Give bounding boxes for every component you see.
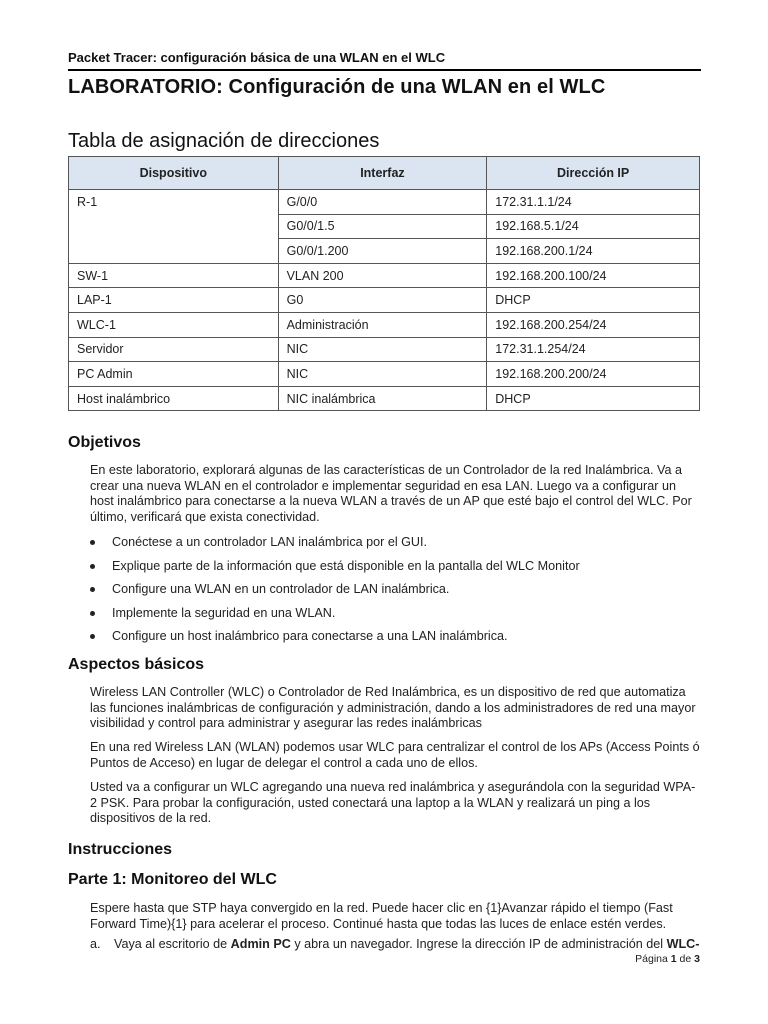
list-item: Explique parte de la información que está disponible en la pantalla del WLC Monitor [90, 558, 702, 582]
cell-device [69, 239, 279, 264]
cell-device: Host inalámbrico [69, 386, 279, 411]
cell-ip: DHCP [487, 386, 700, 411]
table-row [69, 337, 700, 362]
background-heading: Aspectos básicos [68, 656, 205, 673]
list-item: Conéctese a un controlador LAN inalámbrica por el GUI. [90, 534, 702, 558]
cell-interface: G0/0/1.200 [278, 239, 487, 264]
background-paragraph-2: En una red Wireless LAN (WLAN) podemos usar WLC para centralizar el control de los APs (Access Points ó Puntos de Acceso) en lugar de delegar el control a cada uno de ellos. [90, 740, 700, 770]
table-header-row [69, 157, 700, 190]
cell-interface: Administración [278, 312, 487, 337]
column-header-ip: Dirección IP [487, 157, 700, 190]
cell-device: R-1 [69, 190, 279, 215]
column-header-interface: Interfaz [278, 157, 487, 190]
bullet-icon [90, 564, 95, 569]
step-letter: a. [90, 937, 101, 951]
cell-ip: 192.168.200.1/24 [487, 239, 700, 264]
background-paragraph-1: Wireless LAN Controller (WLC) o Controlador de Red Inalámbrica, es un dispositivo de red que automatiza las funciones inalámbricas de configuración y administración, dando a los administradores de red una mayor visibilidad y control para administrar y asegurar las redes inalámbricas [90, 685, 696, 730]
instructions-heading: Instrucciones [68, 841, 173, 858]
list-item: Implemente la seguridad en una WLAN. [90, 605, 702, 629]
table-row [69, 312, 700, 337]
cell-device: Servidor [69, 337, 279, 362]
cell-ip: 192.168.5.1/24 [487, 214, 700, 239]
objectives-heading: Objetivos [68, 434, 141, 451]
bullet-icon [90, 587, 95, 592]
cell-device [69, 214, 279, 239]
cell-interface: NIC [278, 362, 487, 387]
list-item: Configure un host inalámbrico para conectarse a una LAN inalámbrica. [90, 628, 702, 652]
table-row [69, 214, 700, 239]
cell-device: WLC-1 [69, 312, 279, 337]
part1-heading: Parte 1: Monitoreo del WLC [68, 871, 277, 888]
step-a: a. Vaya al escritorio de Admin PC y abra un navegador. Ingrese la dirección IP de administración del WLC- [90, 937, 700, 951]
running-header: Packet Tracer: configuración básica de una WLAN en el WLC [68, 50, 446, 65]
bullet-icon [90, 634, 95, 639]
cell-ip: 192.168.200.100/24 [487, 263, 700, 288]
objectives-list [90, 534, 702, 652]
table-row [69, 288, 700, 313]
table-row [69, 239, 700, 264]
cell-device: LAP-1 [69, 288, 279, 313]
list-item: Configure una WLAN en un controlador de LAN inalámbrica. [90, 581, 702, 605]
cell-interface: NIC [278, 337, 487, 362]
cell-ip: 192.168.200.254/24 [487, 312, 700, 337]
bullet-icon [90, 540, 95, 545]
addressing-table-title: Tabla de asignación de direcciones [68, 130, 380, 152]
cell-ip: 172.31.1.1/24 [487, 190, 700, 215]
cell-ip: 172.31.1.254/24 [487, 337, 700, 362]
objectives-intro: En este laboratorio, explorará algunas de las características de un Controlador de la red Inalámbrica. Va a crear una nueva WLAN en el controlador e implementar seguridad en esa LAN. Luego va a configurar un host inalámbrico para conectarse a la nueva WLAN a través de un AP que esté bajo el control del WLC. Por último, verificará que exista conectividad. [90, 463, 692, 524]
part1-intro: Espere hasta que STP haya convergido en la red. Puede hacer clic en {1}Avanzar rápido el tiempo (Fast Forward Time){1} para acelerar el proceso. Continué hasta que todas las luces de enlace estén verdes. [90, 901, 673, 931]
table-row [69, 386, 700, 411]
cell-interface: VLAN 200 [278, 263, 487, 288]
cell-ip: 192.168.200.200/24 [487, 362, 700, 387]
page-number: Página 1 de 3 [635, 953, 700, 965]
document-title: LABORATORIO: Configuración de una WLAN en el WLC [68, 76, 606, 98]
addressing-table [68, 156, 700, 411]
table-row [69, 190, 700, 215]
column-header-device: Dispositivo [69, 157, 279, 190]
header-rule [68, 69, 701, 71]
background-paragraph-3: Usted va a configurar un WLC agregando una nueva red inalámbrica y asegurándola con la seguridad WPA-2 PSK. Para probar la configuración, usted conectará una laptop a la WLAN y realizará un ping a los dispositivos de la red. [90, 780, 696, 825]
cell-ip: DHCP [487, 288, 700, 313]
table-row [69, 263, 700, 288]
cell-interface: NIC inalámbrica [278, 386, 487, 411]
cell-interface: G0/0/1.5 [278, 214, 487, 239]
cell-device: SW-1 [69, 263, 279, 288]
cell-interface: G/0/0 [278, 190, 487, 215]
cell-device: PC Admin [69, 362, 279, 387]
table-row [69, 362, 700, 387]
bullet-icon [90, 611, 95, 616]
cell-interface: G0 [278, 288, 487, 313]
